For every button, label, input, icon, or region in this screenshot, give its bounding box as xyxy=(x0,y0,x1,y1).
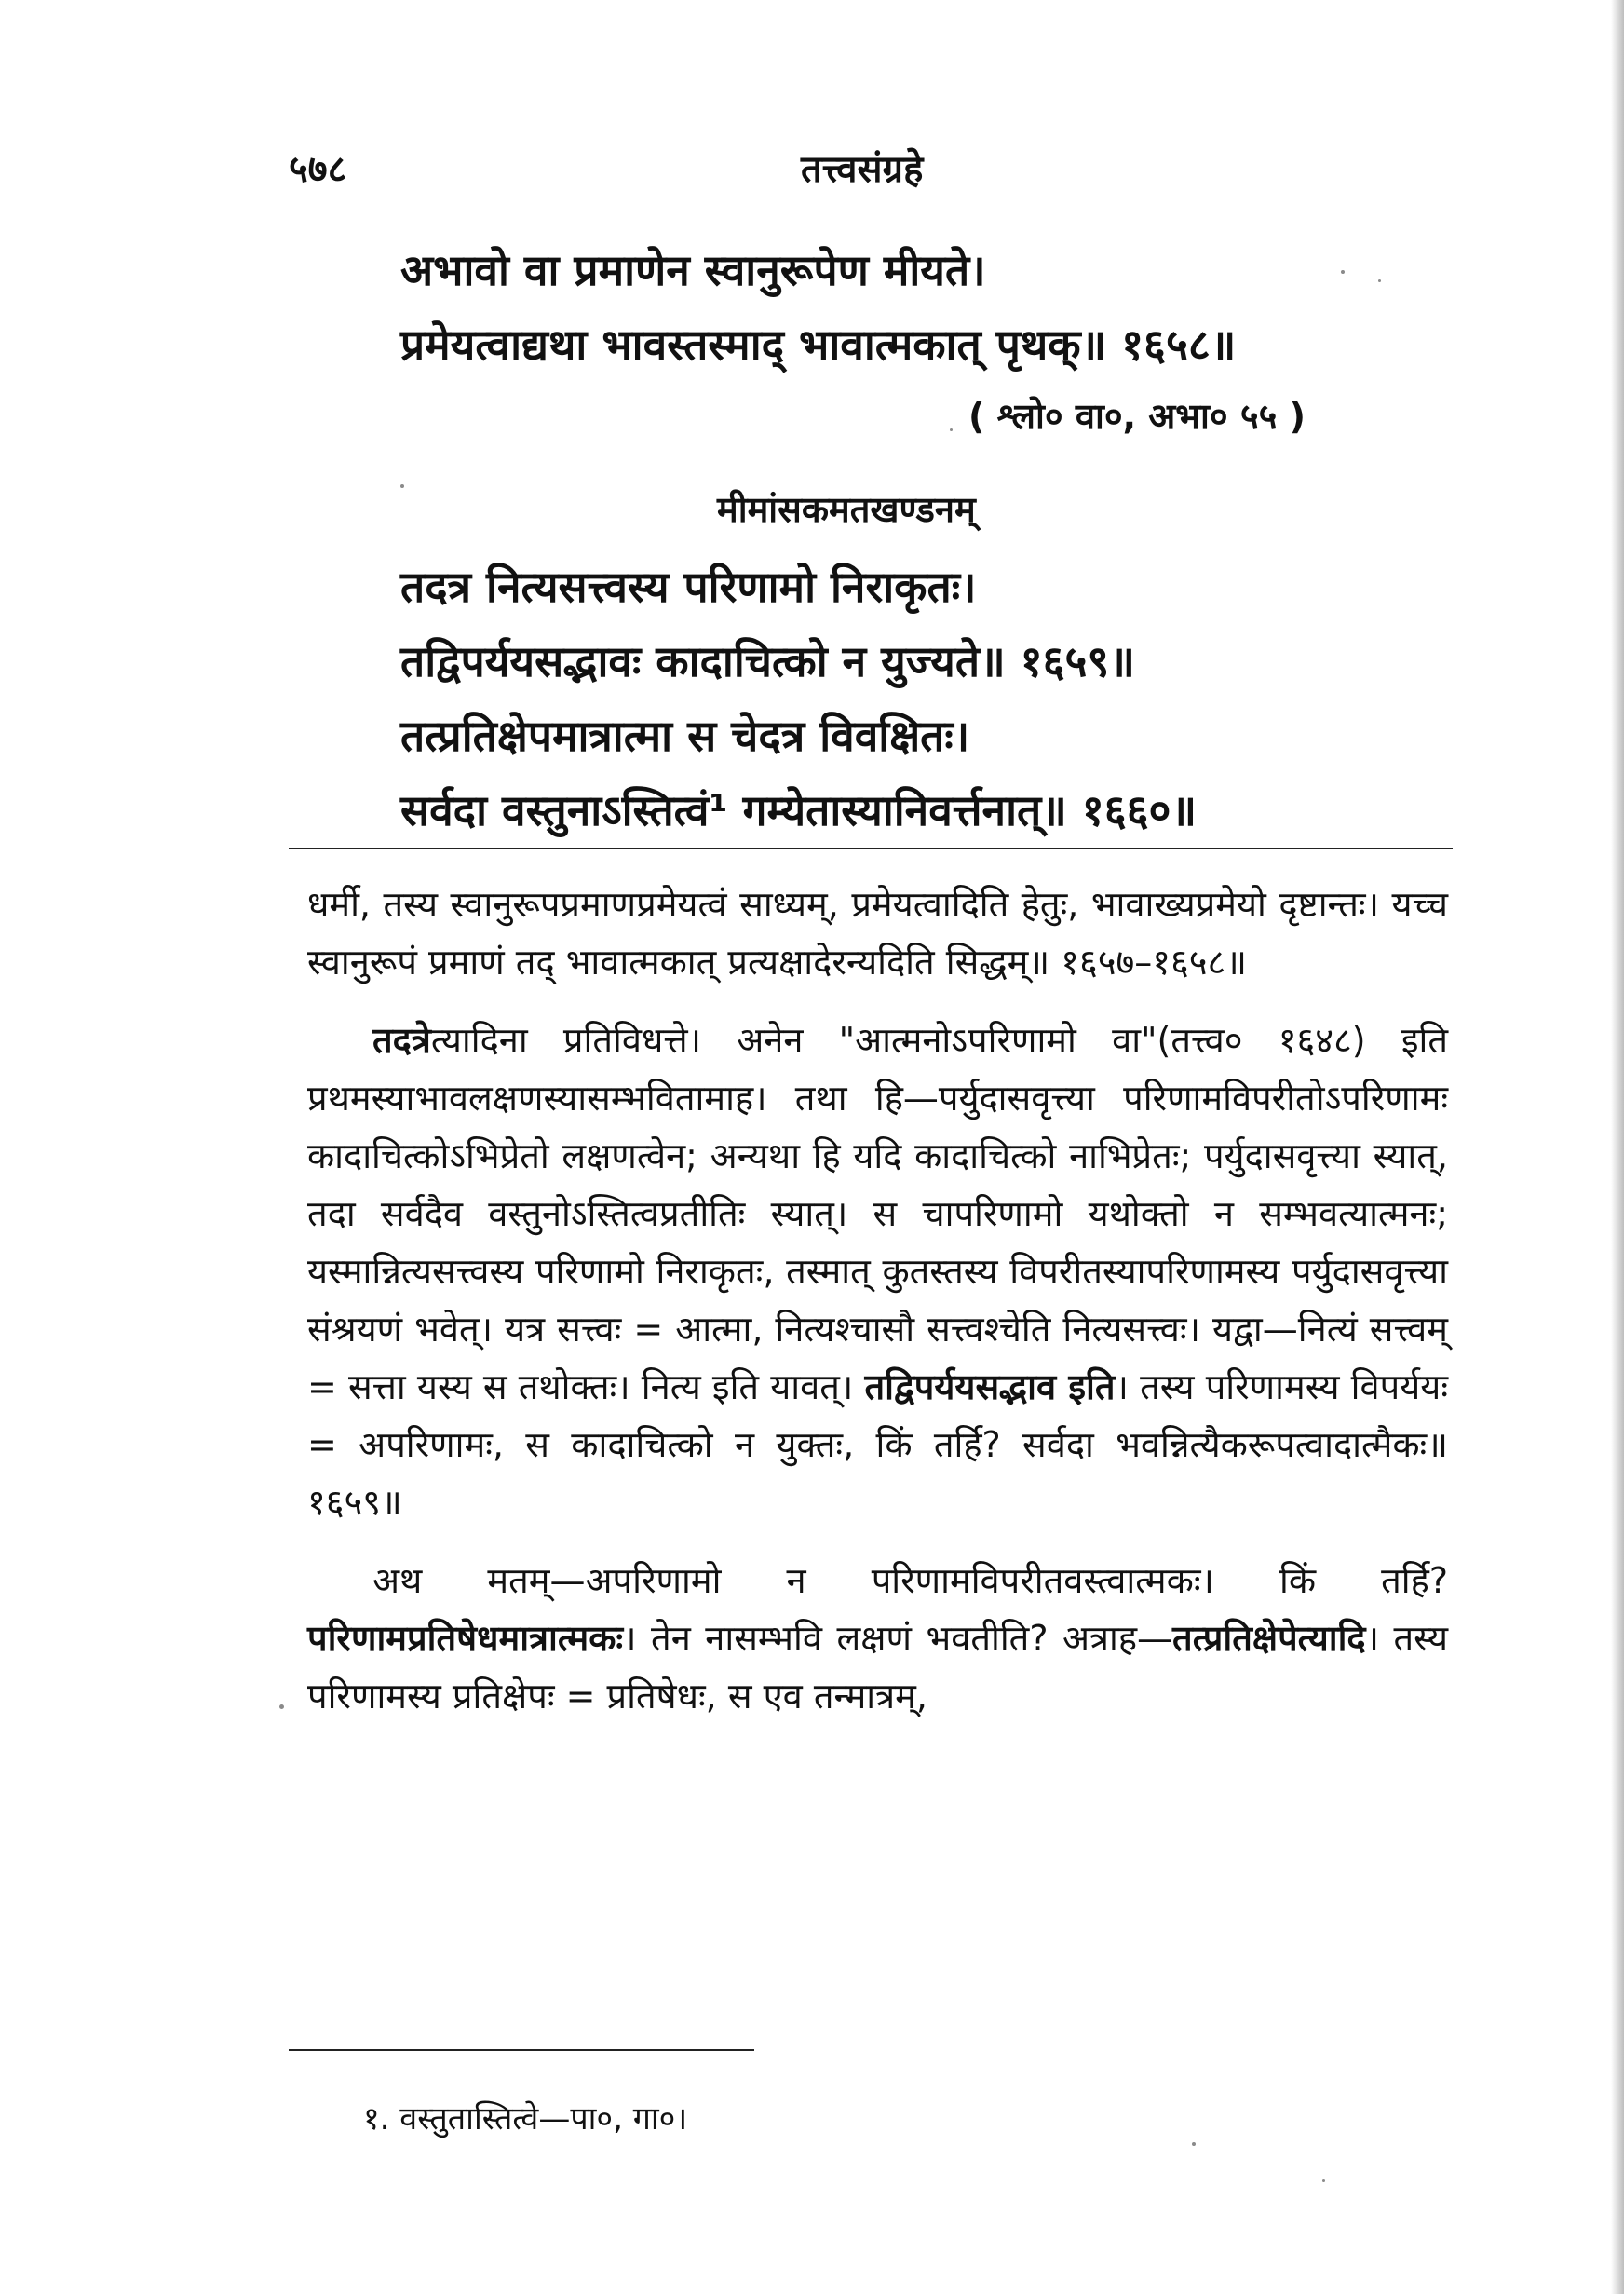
commentary-text: त्यादिना प्रतिविधत्ते। अनेन "आत्मनोऽपरिणामो वा"(तत्त्व० १६४८) इति प्रथमस्याभावलक्षणस्यासम्भवितामाह। तथा हि—पर्युदासवृत्त्या परिणामविपरीतोऽपरिणामः कादाचित्कोऽभिप्रेतो लक्षणत्वेन; अन्यथा हि यदि कादाचित्को नाभिप्रेतः; पर्युदासवृत्त्या स्यात्, तदा सर्वदैव वस्तुनोऽस्तित्वप्रतीतिः स्यात्। स चापरिणामो यथोक्तो न सम्भवत्यात्मनः; यस्मान्नित्यसत्त्वस्य परिणामो निराकृतः, तस्मात् कुतस्तस्य विपरीतस्यापरिणामस्य पर्युदासवृत्त्या संश्रयणं भवेत्। यत्र सत्त्वः = आत्मा, नित्यश्चासौ सत्त्वश्चेति नित्यसत्त्वः। यद्वा—नित्यं सत्त्वम् = सत्ता यस्य स तथोक्तः। नित्य इति यावत्। xyxy=(307,1020,1448,1407)
commentary-text: । तेन नासम्भवि लक्षणं भवतीति? अत्राह— xyxy=(623,1618,1173,1659)
verse-reference: ( श्लो० वा०, अभा० ५५ ) xyxy=(968,396,1306,437)
commentary-paragraph: धर्मी, तस्य स्वानुरूपप्रमाणप्रमेयत्वं साध्यम्, प्रमेयत्वादिति हेतुः, भावाख्यप्रमेयो दृष्टान्तः। यच्च स्वानुरूपं प्रमाणं तद् भावात्मकात् प्रत्यक्षादेरन्यदिति सिद्धम्॥ १६५७–१६५८॥ xyxy=(307,884,1448,983)
running-title: तत्त्वसंग्रहे xyxy=(801,148,924,191)
commentary-paragraph xyxy=(307,1552,1448,1725)
scan-speck xyxy=(1378,279,1381,282)
scan-speck xyxy=(1322,2179,1325,2182)
section-heading: मीमांसकमतखण्डनम् xyxy=(717,489,976,530)
verse-line: प्रमेयत्वाद्यथा भावस्तस्माद् भावात्मकात् पृथक्॥ १६५८॥ xyxy=(400,319,1237,370)
verse-line: सर्वदा वस्तुनाऽस्तित्वं¹ गम्येतास्यानिवर्त्तनात्॥ १६६०॥ xyxy=(400,785,1198,835)
commentary-bold-lemma: परिणामप्रतिषेधमात्रात्मकः xyxy=(307,1618,624,1659)
commentary-bold-lemma: तत्प्रतिक्षेपेत्यादि xyxy=(1172,1618,1366,1659)
footnote-divider xyxy=(289,2049,754,2051)
commentary-paragraph xyxy=(307,1011,1448,1531)
verse-line: तद्विपर्ययसद्भावः कादाचित्को न युज्यते॥ १६५९॥ xyxy=(400,636,1135,686)
page-number: ५७८ xyxy=(289,148,347,191)
verse-line: अभावो वा प्रमाणेन स्वानुरूपेण मीयते। xyxy=(400,245,986,295)
verse-line: तत्प्रतिक्षेपमात्रात्मा स चेदत्र विवक्षितः। xyxy=(400,711,970,761)
commentary-text: । तस्य परिणामस्य प्रतिक्षेपः = प्रतिषेधः, स एव तन्मात्रम्, xyxy=(307,1618,1448,1717)
verse-commentary-divider xyxy=(289,848,1453,849)
commentary-text: । तस्य परिणामस्य विपर्ययः = अपरिणामः, स कादाचित्को न युक्तः, किं तर्हि? सर्वदा भवन्नित्यैकरूपत्वादात्मैकः॥ १६५९॥ xyxy=(307,1366,1448,1523)
scan-speck xyxy=(1341,270,1345,274)
scan-speck xyxy=(400,484,404,488)
scan-speck xyxy=(279,1704,284,1709)
page-header xyxy=(289,142,1443,197)
commentary-bold-lemma: तद्विपर्ययसद्भाव इति xyxy=(864,1366,1116,1407)
commentary-text: अथ मतम्—अपरिणामो न परिणामविपरीतवस्त्वात्मकः। किं तर्हि? xyxy=(372,1560,1448,1601)
footnote: १. वस्तुतास्तित्वे—पा०, गा०। xyxy=(363,2100,688,2138)
commentary xyxy=(307,876,1448,1745)
verse-block-bottom xyxy=(400,550,1443,848)
scan-speck xyxy=(1192,2142,1196,2146)
scan-speck xyxy=(950,428,953,431)
page-edge-shadow xyxy=(1611,0,1624,2294)
commentary-bold-lemma: तदत्रे xyxy=(372,1020,431,1061)
verse-block-top xyxy=(400,233,1443,382)
verse-line: तदत्र नित्यसत्त्वस्य परिणामो निराकृतः। xyxy=(400,562,977,612)
